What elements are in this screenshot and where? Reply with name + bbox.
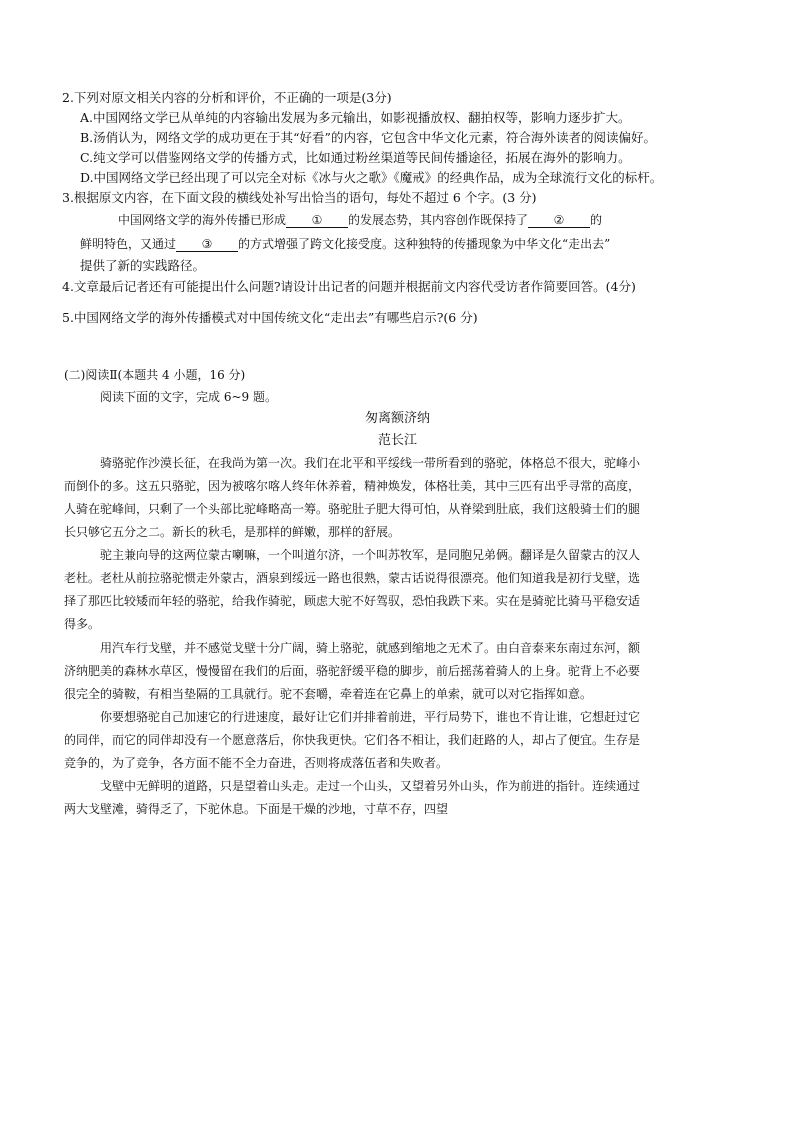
- blank-2[interactable]: ②: [528, 213, 590, 228]
- article-line: 驼主兼向导的这两位蒙古喇嘛，一个叫道尔济，一个叫苏牧军，是同胞兄弟俩。翻译是久留蒙古的汉人: [100, 548, 641, 562]
- question-4: 4.文章最后记者还有可能提出什么问题?请设计出记者的问题并根据前文内容代受访者作简要回答。(4分): [62, 279, 636, 294]
- article-line: 很完全的骑鞍，有相当垫隔的工具就行。驼不套嚼，牵着连在它鼻上的单索，就可以对它指挥如意。: [64, 687, 593, 701]
- article-line: 用汽车行戈壁，并不感觉戈壁十分广阔，骑上骆驼，就感到缩地之无术了。由白音泰来东南过东河，额: [100, 641, 641, 655]
- article-line: 戈壁中无鲜明的道路，只是望着山头走。走过一个山头，又望着另外山头，作为前进的指针。连续通过: [100, 779, 641, 793]
- passage-text: 的: [590, 213, 603, 227]
- question-2-option-d: D.中国网络文学已经出现了可以完全对标《冰与火之歌》《魔戒》的经典作品，成为全球流行文化的标杆。: [80, 170, 663, 185]
- article-line: 而倒仆的多。这五只骆驼，因为被喀尔喀人终年休养着，精神焕发，体格壮美，其中三匹有出乎寻常的高度，: [64, 479, 641, 493]
- article-author: 范长江: [377, 433, 417, 448]
- section-2-instruction: 阅读下面的文字，完成 6~9 题。: [100, 390, 277, 404]
- article-line: 你要想骆驼自己加速它的行进速度，最好让它们并排着前进，平行局势下，谁也不肯让谁，它想赶过它: [100, 710, 641, 724]
- question-2-option-c: C.纯文学可以借鉴网络文学的传播方式，比如通过粉丝渠道等民间传播途径，拓展在海外的影响力。: [80, 150, 631, 165]
- question-3-stem: 3.根据原文内容，在下面文段的横线处补写出恰当的语句，每处不超过 6 个字。(3 分): [62, 190, 537, 205]
- article-line: 济纳肥美的森林水草区，慢慢留在我们的后面，骆驼舒缓平稳的脚步，前后摇荡着骑人的上身。驼背上不必要: [64, 664, 641, 678]
- blank-3[interactable]: ③: [176, 237, 238, 252]
- question-3-passage-line-3: 提供了新的实践路径。: [80, 258, 206, 273]
- passage-text: 的发展态势，其内容创作既保持了: [348, 213, 529, 227]
- passage-text: 中国网络文学的海外传播已形成: [118, 213, 287, 227]
- question-3-passage-line-2: [80, 236, 610, 252]
- question-2-option-a: A.中国网络文学已从单纯的内容输出发展为多元输出，如影视播放权、翻拍权等，影响力逐步扩大。: [80, 110, 631, 125]
- article-line: 长只够它五分之二。新长的秋毛，是那样的鲜嫩，那样的舒展。: [64, 525, 401, 539]
- blank-1[interactable]: ①: [286, 213, 348, 228]
- article-title: 匆离额济纳: [364, 411, 430, 426]
- article-line: 人骑在驼峰间，只剩了一个头部比驼峰略高一筹。骆驼肚子肥大得可怕，从脊梁到肚底，我们这般骑士们的腿: [64, 502, 641, 516]
- article-line: 两大戈壁滩，骑得乏了，下驼休息。下面是干燥的沙地，寸草不存，四望: [64, 802, 449, 816]
- article-line: 的同伴，而它的同伴却没有一个愿意落后，你快我更快。它们各不相让，我们赶路的人，却占了便宜。生存是: [64, 733, 641, 747]
- passage-text: 鲜明特色，又通过: [80, 237, 177, 251]
- question-5: 5.中国网络文学的海外传播模式对中国传统文化“走出去”有哪些启示?(6 分): [62, 310, 478, 325]
- passage-text: 的方式增强了跨文化接受度。这种独特的传播现象为中华文化“走出去”: [238, 237, 611, 251]
- article-line: 骑骆驼作沙漠长征，在我尚为第一次。我们在北平和平绥线一带所看到的骆驼，体格总不很大，驼峰小: [100, 456, 641, 470]
- article-line: 竞争的，为了竞争，各方面不能不全力奋进，否则将成落伍者和失败者。: [64, 756, 449, 770]
- question-2-option-b: B.汤俏认为，网络文学的成功更在于其“好看”的内容，它包含中华文化元素，符合海外读者的阅读偏好。: [80, 130, 656, 145]
- question-3-passage-line-1: [118, 212, 602, 228]
- article-line: 择了那匹比较矮而年轻的骆驼，给我作骑驼，顾虑大驼不好驾驭，恐怕我跌下来。实在是骑驼比骑马平稳安适: [64, 594, 641, 608]
- article-line: 得多。: [64, 617, 101, 631]
- section-2-header: (二)阅读Ⅱ(本题共 4 小题，16 分): [64, 368, 246, 382]
- article-line: 老杜。老杜从前拉骆驼惯走外蒙古，酒泉到绥远一路也很熟，蒙古话说得很漂亮。他们知道我是初行戈壁，选: [64, 571, 641, 585]
- question-2-stem: 2.下列对原文相关内容的分析和评价，不正确的一项是(3分): [62, 90, 392, 105]
